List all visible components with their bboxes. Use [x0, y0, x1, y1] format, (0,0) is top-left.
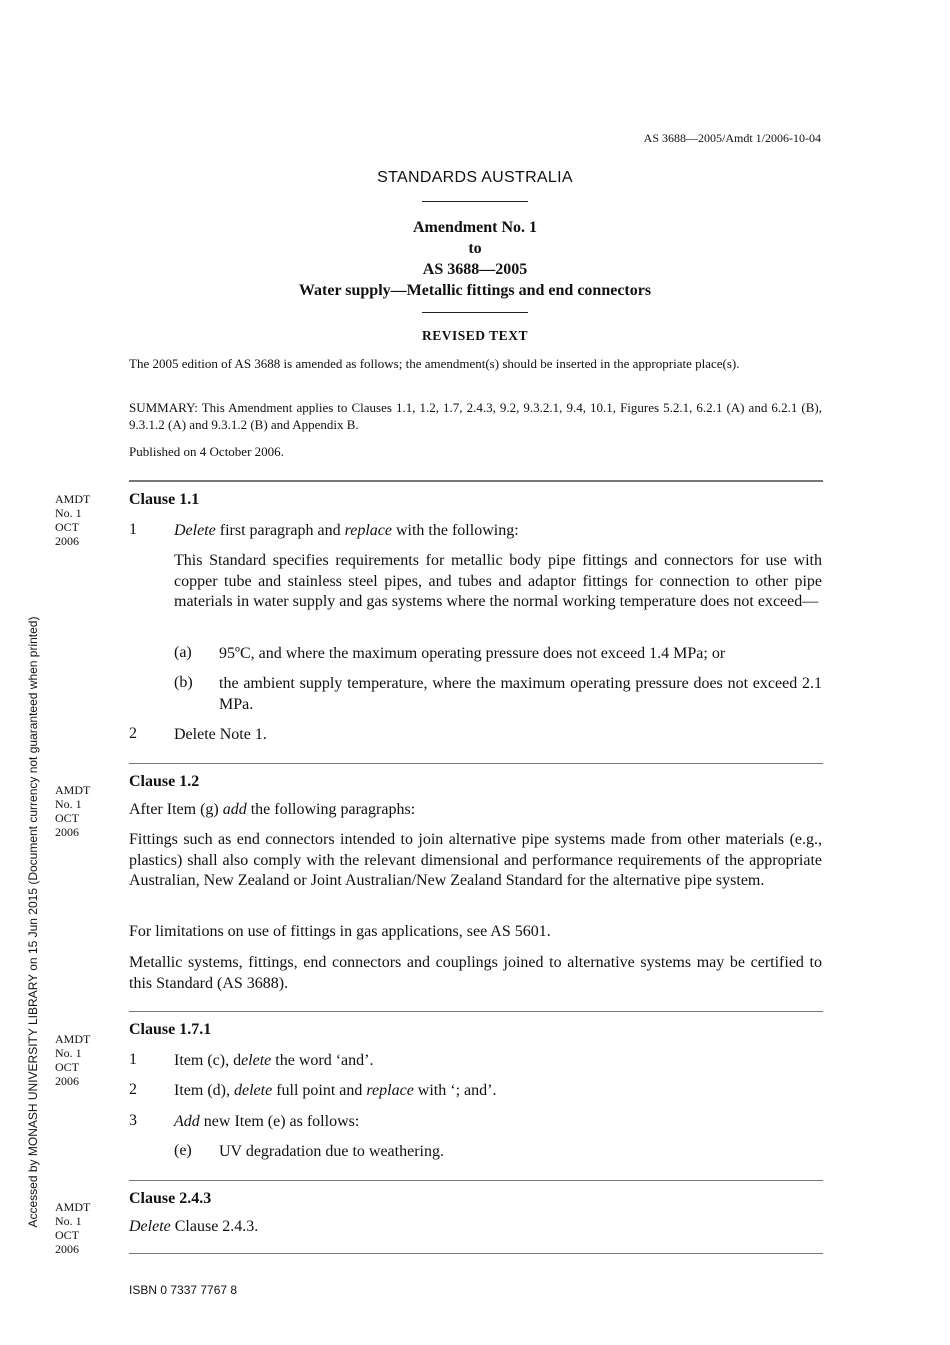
section-divider: [129, 763, 823, 764]
item-number: 3: [129, 1112, 137, 1129]
list-label: (a): [174, 644, 192, 661]
instruction-text: Delete Note 1.: [174, 726, 267, 743]
list-label: (b): [174, 674, 193, 691]
list-item: the ambient supply temperature, where the maximum operating pressure does not exceed 2.1 MPa.: [219, 675, 822, 713]
body-paragraph: Fittings such as end connectors intended to join alternative pipe systems made from other materials (e.g., plastics) shall also comply with the relevant dimensional and performance requirements of the appropriate Australian, New Zealand or Joint Australian/New Zealand Standard for the alternative pipe system.: [129, 831, 822, 889]
amendment-to: to: [468, 240, 482, 257]
clause-heading: Clause 1.1: [129, 491, 200, 508]
instruction-text: Delete Clause 2.4.3.: [129, 1218, 259, 1235]
scope-paragraph: This Standard specifies requirements for metallic body pipe fittings and connectors for use with copper tube and stainless steel pipes, and tubes and adaptor fittings for connection to other pipe materials in water supply and gas systems where the normal working temperature does not exceed—: [174, 552, 822, 610]
amendment-margin-note: AMDT No. 1 OCT 2006: [55, 1200, 91, 1256]
clause-heading: Clause 1.2: [129, 773, 200, 790]
item-number: 2: [129, 725, 137, 742]
section-divider: [129, 1253, 823, 1254]
body-paragraph: Metallic systems, fittings, end connectors and couplings joined to alternative systems may be certified to this Standard (AS 3688).: [129, 954, 822, 992]
clause-heading: Clause 2.4.3: [129, 1190, 212, 1207]
revised-text-heading: REVISED TEXT: [422, 328, 528, 343]
standard-number: AS 3688—2005: [422, 261, 528, 278]
instruction-text: After Item (g) add the following paragraphs:: [129, 801, 416, 818]
instruction-text: Item (c), delete the word ‘and’.: [174, 1052, 374, 1069]
intro-paragraph: The 2005 edition of AS 3688 is amended as follows; the amendment(s) should be inserted in the appropriate place(s).: [129, 356, 740, 371]
title-divider-bottom: [422, 312, 528, 313]
section-divider: [129, 1180, 823, 1181]
published-date: Published on 4 October 2006.: [129, 444, 284, 459]
instruction-text: Item (d), delete full point and replace with ‘; and’.: [174, 1082, 497, 1099]
item-number: 1: [129, 1051, 137, 1068]
title-divider-top: [422, 201, 528, 202]
list-item: 95ºC, and where the maximum operating pressure does not exceed 1.4 MPa; or: [219, 645, 726, 662]
clause-heading: Clause 1.7.1: [129, 1021, 212, 1038]
amendment-margin-note: AMDT No. 1 OCT 2006: [55, 1032, 91, 1088]
item-number: 1: [129, 521, 137, 538]
amendment-number: Amendment No. 1: [413, 219, 537, 236]
isbn: ISBN 0 7337 7767 8: [129, 1283, 238, 1297]
instruction-text: Delete first paragraph and replace with the following:: [174, 522, 519, 539]
section-divider: [129, 1011, 823, 1012]
amendment-margin-note: AMDT No. 1 OCT 2006: [55, 492, 91, 548]
item-number: 2: [129, 1081, 137, 1098]
document-reference: AS 3688—2005/Amdt 1/2006-10-04: [643, 131, 821, 145]
amendment-margin-note: AMDT No. 1 OCT 2006: [55, 783, 91, 839]
list-item: UV degradation due to weathering.: [219, 1143, 444, 1160]
instruction-text: Add new Item (e) as follows:: [174, 1113, 360, 1130]
access-notice-text: Accessed by MONASH UNIVERSITY LIBRARY on 15 Jun 2015 (Document currency not guaranteed when printed): [26, 616, 40, 1228]
standard-title: Water supply—Metallic fittings and end connectors: [298, 282, 652, 299]
body-paragraph: For limitations on use of fittings in gas applications, see AS 5601.: [129, 923, 551, 940]
section-divider: [129, 480, 823, 482]
summary-paragraph: SUMMARY: This Amendment applies to Clauses 1.1, 1.2, 1.7, 2.4.3, 9.2, 9.3.2.1, 9.4, 10.1, Figures 5.2.1, 6.2.1 (A) and 6.2.1 (B), 9.3.1.2 (A) and 9.3.1.2 (B) and Appendix B.: [129, 400, 822, 432]
list-label: (e): [174, 1142, 192, 1159]
organization-name: STANDARDS AUSTRALIA: [377, 169, 573, 186]
